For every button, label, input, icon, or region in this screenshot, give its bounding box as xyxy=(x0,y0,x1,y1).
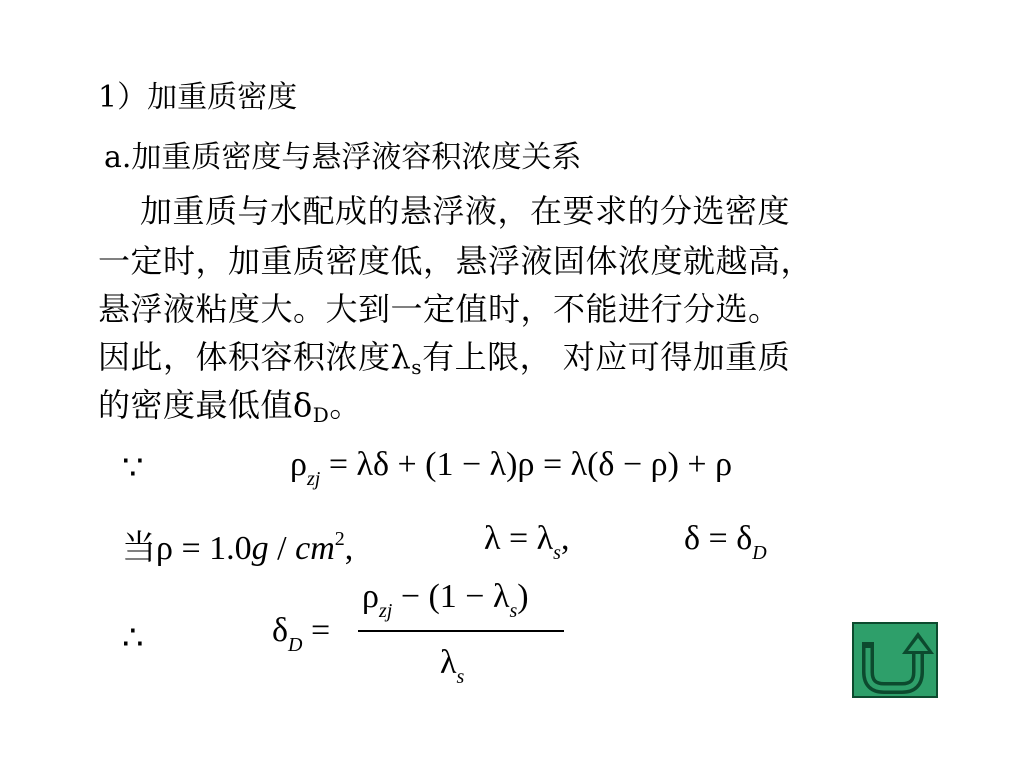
formula-2-prefix: 当ρ = 1.0 xyxy=(122,530,252,567)
formula-2 xyxy=(122,520,353,569)
because-symbol: ∵ xyxy=(122,448,144,488)
formula-1-rhs: = λδ + (1 − λ)ρ = λ(δ − ρ) + ρ xyxy=(328,446,733,483)
delta-sub-d: D xyxy=(312,403,330,427)
formula-3-num-rest: − (1 − λ xyxy=(392,578,510,615)
formula-2-cm: cm xyxy=(295,530,335,567)
formula-3-num-lambda-sub: s xyxy=(509,600,518,622)
formula-1 xyxy=(290,446,732,491)
return-button[interactable] xyxy=(852,622,938,698)
section-title: 1）加重质密度 xyxy=(98,80,298,115)
paragraph-line-5-b: 。 xyxy=(329,386,362,424)
paragraph-line-5-a: 的密度最低值δ xyxy=(98,386,313,424)
formula-3-delta-sub: D xyxy=(288,634,303,656)
therefore-symbol: ∴ xyxy=(122,618,144,658)
paragraph-line-4-b: 有上限， 对应可得加重质 xyxy=(422,338,791,376)
paragraph-line-4 xyxy=(98,332,790,379)
formula-2-comma-1: , xyxy=(344,530,354,567)
formula-3-lhs xyxy=(272,612,330,657)
paragraph-line-2: 一定时，加重质密度低，悬浮液固体浓度就越高， xyxy=(98,242,814,280)
lambda-sub-s: s xyxy=(411,355,423,379)
paragraph-line-1: 加重质与水配成的悬浮液，在要求的分选密度 xyxy=(140,192,791,230)
paragraph-line-5 xyxy=(98,380,362,427)
formula-3-den-sub: s xyxy=(456,666,465,688)
formula-2-lambda-sub: s xyxy=(553,542,561,564)
formula-2-slash: / xyxy=(268,530,296,567)
formula-2-g: g xyxy=(251,530,269,567)
formula-3-num-rho: ρ xyxy=(362,578,379,615)
formula-3-denominator xyxy=(440,644,464,689)
formula-1-rho-sub: zj xyxy=(306,468,321,490)
formula-3-numerator xyxy=(362,578,529,623)
paragraph-line-4-a: 因此，体积容积浓度λ xyxy=(98,338,412,376)
formula-2-lambda xyxy=(484,520,569,565)
formula-1-rho: ρ xyxy=(290,446,307,483)
formula-3-den-lambda: λ xyxy=(440,644,457,681)
formula-3-num-rho-sub: zj xyxy=(378,600,393,622)
paragraph-line-3: 悬浮液粘度大。大到一定值时，不能进行分选。 xyxy=(98,290,781,328)
section-subtitle: a.加重质密度与悬浮液容积浓度关系 xyxy=(104,140,582,175)
formula-3-delta: δ xyxy=(272,612,289,649)
fraction-bar xyxy=(358,630,564,632)
formula-2-lambda-eq: λ = λ xyxy=(484,520,554,557)
formula-2-delta xyxy=(684,520,767,565)
formula-3-equals: = xyxy=(310,612,331,649)
formula-3-num-close: ) xyxy=(517,578,529,615)
formula-2-sup: 2 xyxy=(334,528,345,550)
formula-2-delta-eq: δ = δ xyxy=(684,520,753,557)
formula-2-comma-2: , xyxy=(560,520,570,557)
formula-2-delta-sub: D xyxy=(752,542,767,564)
return-arrow-icon xyxy=(854,624,936,696)
